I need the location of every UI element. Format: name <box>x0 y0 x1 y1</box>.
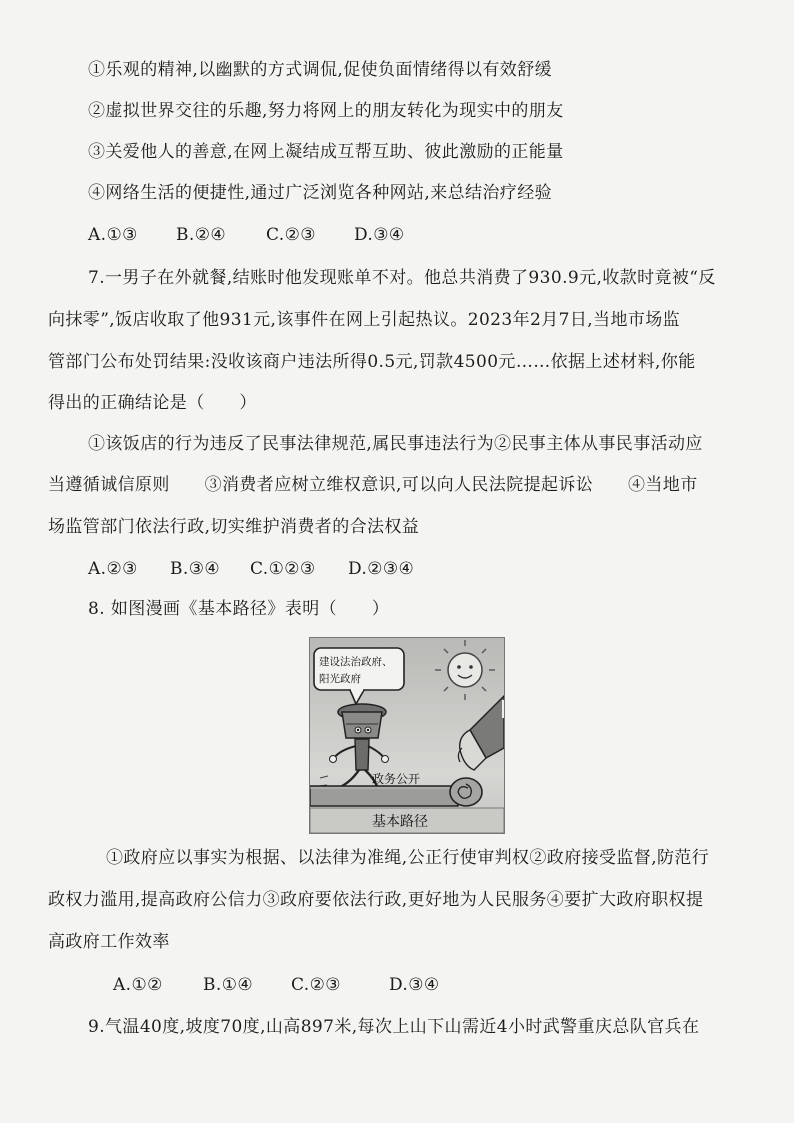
q6-option-1: ①乐观的精神,以幽默的方式调侃,促使负面情绪得以有效舒缓 <box>88 60 553 80</box>
q8-choices <box>113 973 794 997</box>
q8-choice-b: B.①④ <box>203 975 253 995</box>
cartoon-caption: 基本路径 <box>372 814 428 830</box>
q7-stem-line-3: 管部门公布处罚结果:没收该商户违法所得0.5元,罚款4500元……依据上述材料,你能 <box>48 352 696 372</box>
q7-stem-line-1: 7.一男子在外就餐,结账时他发现账单不对。他总共消费了930.9元,收款时竟被“反 <box>88 268 716 288</box>
q6-option-2: ②虚拟世界交往的乐趣,努力将网上的朋友转化为现实中的朋友 <box>88 101 564 121</box>
q8-statement-line-2: 政权力滥用,提高政府公信力③政府要依法行政,更好地为人民服务④要扩大政府职权提 <box>48 890 704 910</box>
q6-choice-c: C.②③ <box>266 225 316 245</box>
q7-statement-line-2: 当遵循诚信原则 ③消费者应树立维权意识,可以向人民法院提起诉讼 ④当地市 <box>48 475 698 495</box>
q6-choice-a: A.①③ <box>88 225 138 245</box>
q7-choices <box>88 557 794 581</box>
q6-option-3: ③关爱他人的善意,在网上凝结成互帮互助、彼此激励的正能量 <box>88 142 564 162</box>
q6-choice-b: B.②④ <box>176 225 226 245</box>
q7-choice-a: A.②③ <box>88 559 138 579</box>
cartoon-basic-path <box>309 637 505 834</box>
q7-statement-line-3: 场监管部门依法行政,切实维护消费者的合法权益 <box>48 517 420 537</box>
q9-stem-line-1: 9.气温40度,坡度70度,山高897米,每次上山下山需近4小时武警重庆总队官兵在 <box>88 1017 700 1037</box>
road-label: 政务公开 <box>372 772 421 786</box>
q8-statement-line-3: 高政府工作效率 <box>48 932 170 952</box>
q6-option-4: ④网络生活的便捷性,通过广泛浏览各种网站,来总结治疗经验 <box>88 183 553 203</box>
q8-statement-line-1: ①政府应以事实为根据、以法律为准绳,公正行使审判权②政府接受监督,防范行 <box>106 848 710 868</box>
q7-stem-line-4: 得出的正确结论是（ ） <box>48 393 257 413</box>
q8-choice-d: D.③④ <box>389 975 440 995</box>
q8-choice-a: A.①② <box>113 975 163 995</box>
q7-choice-b: B.③④ <box>170 559 220 579</box>
q7-stem-line-2: 向抹零”,饭店收取了他931元,该事件在网上引起热议。2023年2月7日,当地市场监 <box>48 310 681 330</box>
q8-choice-c: C.②③ <box>291 975 341 995</box>
q6-choices <box>88 223 794 247</box>
q7-statement-line-1: ①该饭店的行为违反了民事法律规范,属民事违法行为②民事主体从事民事活动应 <box>88 434 703 454</box>
banner-text-line-1: 建设法治政府、 <box>319 656 393 668</box>
q8-stem: 8. 如图漫画《基本路径》表明（ ） <box>88 599 390 619</box>
q7-choice-d: D.②③④ <box>348 559 415 579</box>
banner-text-line-2: 阳光政府 <box>319 673 361 685</box>
q6-choice-d: D.③④ <box>354 225 405 245</box>
q7-choice-c: C.①②③ <box>250 559 316 579</box>
